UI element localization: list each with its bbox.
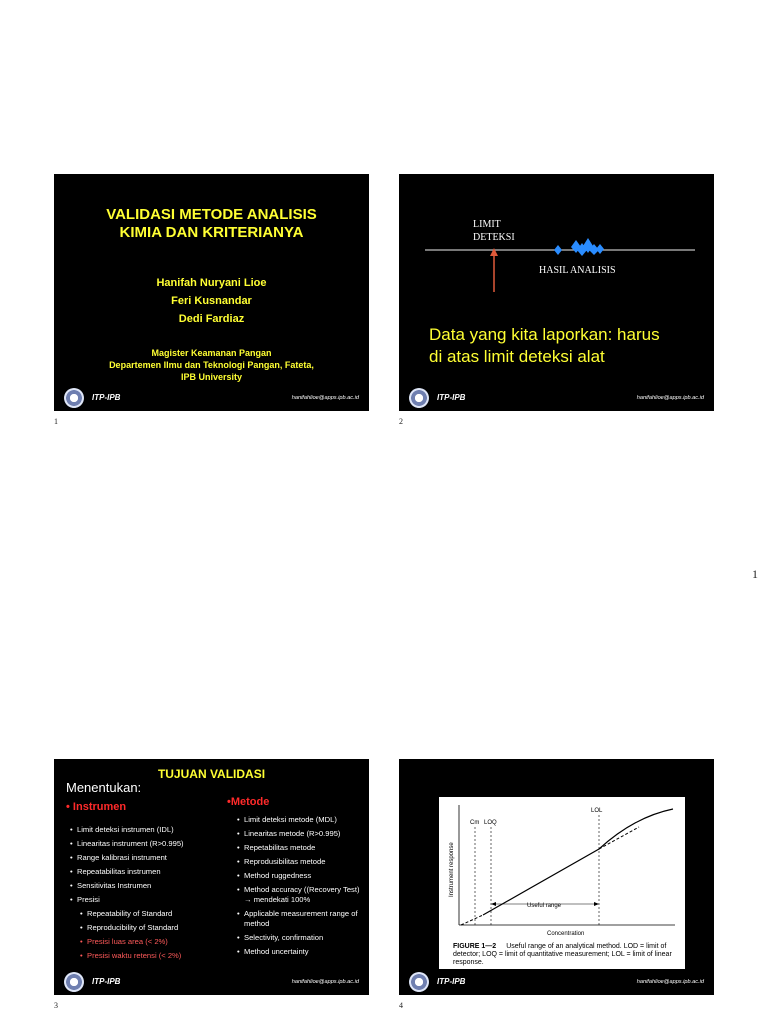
list-item: • Range kalibrasi instrument xyxy=(70,853,230,863)
footer-org: ITP-IPB xyxy=(92,393,121,402)
list-item: • Method uncertainty xyxy=(237,947,362,957)
slide-number-1: 1 xyxy=(54,417,58,426)
slide-3 xyxy=(54,759,369,995)
arrow-right-icon xyxy=(594,902,599,906)
ipb-logo-icon xyxy=(409,972,429,992)
list-item: • Presisi luas area (< 2%) xyxy=(80,937,230,947)
instrument-heading: • Instrumen xyxy=(66,801,127,813)
caption-text: Useful range of an analytical method. LOD = limit of detector; LOQ = limit of quantitative measurement; LOL = limit of linear response. xyxy=(453,943,672,966)
list-item: • Repeatability of Standard xyxy=(80,909,230,919)
list-item: • Applicable measurement range of method xyxy=(237,909,362,929)
affiliation: Magister Keamanan Pangan Departemen Ilmu dan Teknologi Pangan, Fateta, IPB University xyxy=(109,348,314,382)
lead-text: Menentukan: xyxy=(66,780,142,795)
author-3: Dedi Fardiaz xyxy=(178,313,245,325)
result-marker xyxy=(554,245,562,255)
list-item: • Reprodusibilitas metode xyxy=(237,857,362,867)
list-item: • Repetabilitas metode xyxy=(237,843,362,853)
list-item: • Method ruggedness xyxy=(237,871,362,881)
linear-extrapolation xyxy=(599,827,639,849)
statement: Data yang kita laporkan: harus di atas limit deteksi alat xyxy=(429,325,660,366)
author-list xyxy=(54,274,369,328)
useful-range-label: Useful range xyxy=(527,903,562,909)
ipb-logo-icon xyxy=(64,972,84,992)
list-item: • Method accuracy ((Recovery Test) → mendekati 100% xyxy=(237,885,362,905)
x-axis-label: Concentration xyxy=(547,931,585,937)
useful-range-figure xyxy=(439,797,685,969)
footer-org: ITP-IPB xyxy=(92,977,121,986)
list-item: • Presisi waktu retensi (< 2%) xyxy=(80,951,230,961)
list-item: • Repeatabilitas instrumen xyxy=(70,867,230,877)
list-item: • Selectivity, confirmation xyxy=(237,933,362,943)
slide-3-title: TUJUAN VALIDASI xyxy=(157,767,266,781)
result-markers xyxy=(554,238,604,256)
footer-org: ITP-IPB xyxy=(437,393,466,402)
response-curve xyxy=(483,809,673,915)
result-marker xyxy=(596,244,604,254)
arrow-head-icon xyxy=(490,248,498,256)
results-label: HASIL ANALISIS xyxy=(539,265,616,276)
slide-2 xyxy=(399,174,714,411)
footer-email: hanifahlioe@apps.ipb.ac.id xyxy=(636,979,704,985)
y-axis-label: Instrument response xyxy=(449,842,455,897)
lol-label: LOL xyxy=(591,808,603,814)
footer-email: hanifahlioe@apps.ipb.ac.id xyxy=(291,979,359,985)
footer-email: hanifahlioe@apps.ipb.ac.id xyxy=(636,395,704,401)
slide-footer xyxy=(54,969,369,995)
list-item: • Linearitas instrument (R>0.995) xyxy=(70,839,230,849)
method-list xyxy=(237,815,362,961)
slide-1 xyxy=(54,174,369,411)
list-item: • Presisi xyxy=(70,895,230,905)
footer-org: ITP-IPB xyxy=(437,977,466,986)
slide-number-4: 4 xyxy=(399,1001,403,1010)
list-item: • Limit deteksi metode (MDL) xyxy=(237,815,362,825)
author-2: Feri Kusnandar xyxy=(171,295,252,307)
slide-4 xyxy=(399,759,714,995)
page-number: 1 xyxy=(752,567,758,581)
limit-detection-label: LIMIT DETEKSI xyxy=(473,219,515,243)
detection-limit-diagram xyxy=(399,174,714,304)
arrow-left-icon xyxy=(491,902,496,906)
author-1: Hanifah Nuryani Lioe xyxy=(156,277,267,289)
instrument-list xyxy=(70,825,230,965)
list-item: • Reproducibility of Standard xyxy=(80,923,230,933)
slide-footer xyxy=(399,385,714,411)
list-item: • Linearitas metode (R>0.995) xyxy=(237,829,362,839)
slide-footer xyxy=(54,385,369,411)
loq-label: LOQ xyxy=(484,820,497,826)
list-item: • Limit deteksi instrumen (IDL) xyxy=(70,825,230,835)
slide-1-title: VALIDASI METODE ANALISIS KIMIA DAN KRITERIANYA xyxy=(106,206,317,241)
method-heading: •Metode xyxy=(227,796,270,808)
cm-label: Cm xyxy=(470,820,480,826)
linear-extension xyxy=(461,915,483,925)
figure-number: FIGURE 1—2 xyxy=(453,943,497,950)
footer-email: hanifahlioe@apps.ipb.ac.id xyxy=(291,395,359,401)
slide-number-2: 2 xyxy=(399,417,403,426)
ipb-logo-icon xyxy=(64,388,84,408)
slide-footer xyxy=(399,969,714,995)
slide-number-3: 3 xyxy=(54,1001,58,1010)
list-item: • Sensitivitas Instrumen xyxy=(70,881,230,891)
ipb-logo-icon xyxy=(409,388,429,408)
calibration-curve xyxy=(439,797,685,942)
figure-caption xyxy=(453,943,681,967)
